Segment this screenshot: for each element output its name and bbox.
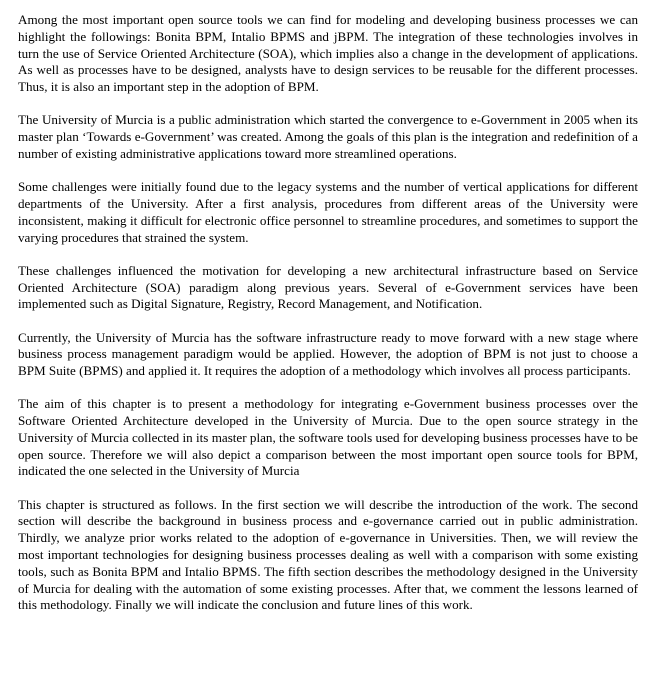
paragraph-chapter-structure: This chapter is structured as follows. In the first section we will describe the introduction of the work. The second section will describe the background in business process and e-governance carried out in public administration. Thirdly, we analyze prior works related to the adoption of e-governance in Universities. Then, we will review the most important technologies for designing business processes dealing as well with a comparison with some existing tools, such as Bonita BPM and Intalio BPMS. The fifth section describes the methodology designed in the University of Murcia for dealing with the automation of some existing processes. After that, we comment the lessons learned of this methodology. Finally we will indicate the conclusion and future lines of this work. [18, 496, 638, 613]
document-body [18, 12, 638, 631]
paragraph-bpm-stage: Currently, the University of Murcia has the software infrastructure ready to move forward with a new stage where business process management paradigm would be applied. However, the adoption of BPM is not just to choose a BPM Suite (BPMS) and applied it. It requires the adoption of a methodology which involves all process participants. [18, 329, 638, 379]
paragraph-challenges: Some challenges were initially found due to the legacy systems and the number of vertical applications for different departments of the University. After a first analysis, procedures from different areas of the University were inconsistent, making it difficult for electronic office personnel to streamline procedures, and sometimes to support the varying procedures that strained the system. [18, 179, 638, 245]
paragraph-oss-bpm-tools: Among the most important open source tools we can find for modeling and developing business processes we can highlight the followings: Bonita BPM, Intalio BPMS and jBPM. The integration of these technologies involves in turn the use of Service Oriented Architecture (SOA), which implies also a change in the development of applications. As well as processes have to be designed, analysts have to design services to be reusable for the different processes. Thus, it is also an important step in the adoption of BPM. [18, 12, 638, 95]
paragraph-soa-motivation: These challenges influenced the motivation for developing a new architectural infrastructure based on Service Oriented Architecture (SOA) paradigm along previous years. Several of e-Government services have been implemented such as Digital Signature, Registry, Record Management, and Notification. [18, 262, 638, 312]
paragraph-murcia-egovernment: The University of Murcia is a public administration which started the convergence to e-Government in 2005 when its master plan ‘Towards e-Government’ was created. Among the goals of this plan is the integration and redefinition of a number of existing administrative applications toward more streamlined operations. [18, 112, 638, 161]
paragraph-chapter-aim: The aim of this chapter is to present a methodology for integrating e-Government business processes over the Software Oriented Architecture developed in the University of Murcia. Due to the open source strategy in the University of Murcia collected in its master plan, the software tools used for developing business processes have to be open source. Therefore we will also depict a comparison between the most important open source tools for BPM, indicated the one selected in the University of Murcia [18, 396, 638, 479]
